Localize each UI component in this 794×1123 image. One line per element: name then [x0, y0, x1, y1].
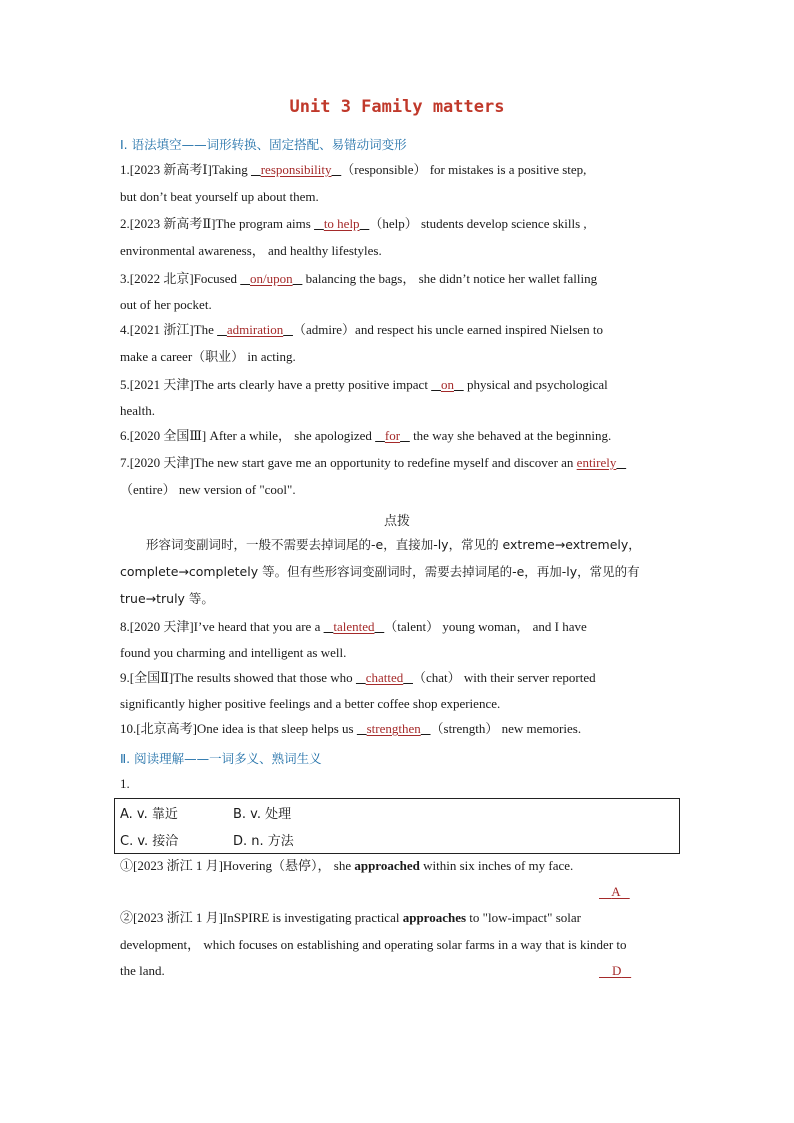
reading-text: ②[2023 浙江 1 月]InSPIRE is investigating practical: [120, 910, 403, 925]
answer-blank: for: [384, 428, 401, 443]
question-text: （talent） young woman， and I have: [384, 619, 587, 634]
reading-sentence-1: [120, 858, 573, 874]
answer-blank: talented: [333, 619, 375, 634]
page-title: Unit 3 Family matters: [289, 97, 505, 117]
section-heading-reading: Ⅱ. 阅读理解——一词多义、熟词生义: [120, 751, 322, 766]
question-8-continuation: found you charming and intelligent as well.: [120, 645, 347, 660]
reading-answer-2: D: [612, 963, 622, 978]
option-b: B. v. 处理: [233, 807, 292, 822]
question-text: 2.[2023 新高考Ⅱ]The program aims: [120, 216, 315, 231]
option-a: A. v. 靠近: [120, 807, 178, 822]
question-2: [120, 216, 587, 232]
question-9: [120, 670, 596, 686]
answer-blank: chatted: [365, 670, 404, 685]
answer-blank: on/upon: [250, 271, 293, 286]
tip-line-2: complete→completely 等。但有些形容词变副词时，需要去掉词尾的-e，再加-ly，常见的有: [120, 564, 640, 579]
question-text: 10.[北京高考]One idea is that sleep helps us: [120, 721, 357, 736]
options-box: [114, 798, 680, 854]
question-text: （strength） new memories.: [430, 721, 582, 736]
question-9-continuation: significantly higher positive feelings and a better coffee shop experience.: [120, 696, 501, 711]
question-6: [120, 428, 611, 444]
answer-blank: admiration: [226, 322, 284, 337]
tip-line-3: true→truly 等。: [120, 591, 214, 606]
key-word: approaches: [402, 910, 467, 925]
question-5: [120, 377, 608, 393]
question-7: [120, 455, 626, 471]
tip-heading: 点拨: [383, 514, 410, 529]
question-8: [120, 619, 587, 635]
reading-sentence-2-end: the land.: [120, 963, 165, 978]
question-text: 5.[2021 天津]The arts clearly have a pretty positive impact: [120, 377, 432, 392]
question-4-continuation: make a career（职业） in acting.: [120, 349, 296, 364]
question-4: [120, 322, 603, 338]
question-text: 7.[2020 天津]The new start gave me an opportunity to redefine myself and discover an: [120, 455, 577, 470]
question-7-continuation: （entire） new version of "cool".: [120, 482, 296, 497]
question-text: （help） students develop science skills ,: [369, 216, 587, 231]
question-5-continuation: health.: [120, 403, 156, 418]
question-10: [120, 721, 581, 737]
key-word: approached: [354, 858, 420, 873]
question-1: [120, 162, 586, 178]
question-text: 8.[2020 天津]I’ve heard that you are a: [120, 619, 324, 634]
section-heading-grammar: Ⅰ. 语法填空——词形转换、固定搭配、易错动词变形: [120, 137, 407, 152]
question-text: physical and psychological: [463, 377, 608, 392]
answer-blank: strengthen: [366, 721, 421, 736]
answer-blank: to help: [323, 216, 360, 231]
answer-blank: on: [440, 377, 454, 392]
reading-sentence-2: [120, 910, 581, 926]
question-text: 9.[全国Ⅱ]The results showed that those who: [120, 670, 356, 685]
question-text: （responsible） for mistakes is a positive step,: [341, 162, 587, 177]
question-2-continuation: environmental awareness， and healthy lifestyles.: [120, 243, 382, 258]
question-1-continuation: but don’t beat yourself up about them.: [120, 189, 319, 204]
reading-sentence-2-continuation: development， which focuses on establishing and operating solar farms in a way that is kinder to: [120, 937, 627, 952]
reading-text: within six inches of my face.: [419, 858, 574, 873]
question-text: （chat） with their server reported: [412, 670, 596, 685]
question-text: the way she behaved at the beginning.: [409, 428, 612, 443]
question-text: balancing the bags， she didn’t notice her wallet falling: [302, 271, 598, 286]
reading-text: to "low-impact" solar: [466, 910, 581, 925]
option-d: D. n. 方法: [233, 834, 294, 849]
answer-blank: entirely: [576, 455, 617, 470]
reading-answer-1: A: [611, 884, 620, 899]
option-c: C. v. 接洽: [120, 834, 179, 849]
question-3: [120, 271, 597, 287]
reading-text: ①[2023 浙江 1 月]Hovering（悬停）， she: [120, 858, 355, 873]
question-text: 3.[2022 北京]Focused: [120, 271, 241, 286]
tip-line-1: 形容词变副词时，一般不需要去掉词尾的-e，直接加-ly，常见的 extreme→extremely，: [146, 537, 641, 552]
answer-blank: responsibility: [260, 162, 332, 177]
question-text: （admire）and respect his uncle earned inspired Nielsen to: [292, 322, 604, 337]
question-text: 6.[2020 全国Ⅲ] After a while， she apologized: [120, 428, 376, 443]
question-text: 4.[2021 浙江]The: [120, 322, 218, 337]
question-3-continuation: out of her pocket.: [120, 297, 212, 312]
question-number: 1.: [120, 776, 130, 791]
question-text: 1.[2023 新高考Ⅰ]Taking: [120, 162, 251, 177]
